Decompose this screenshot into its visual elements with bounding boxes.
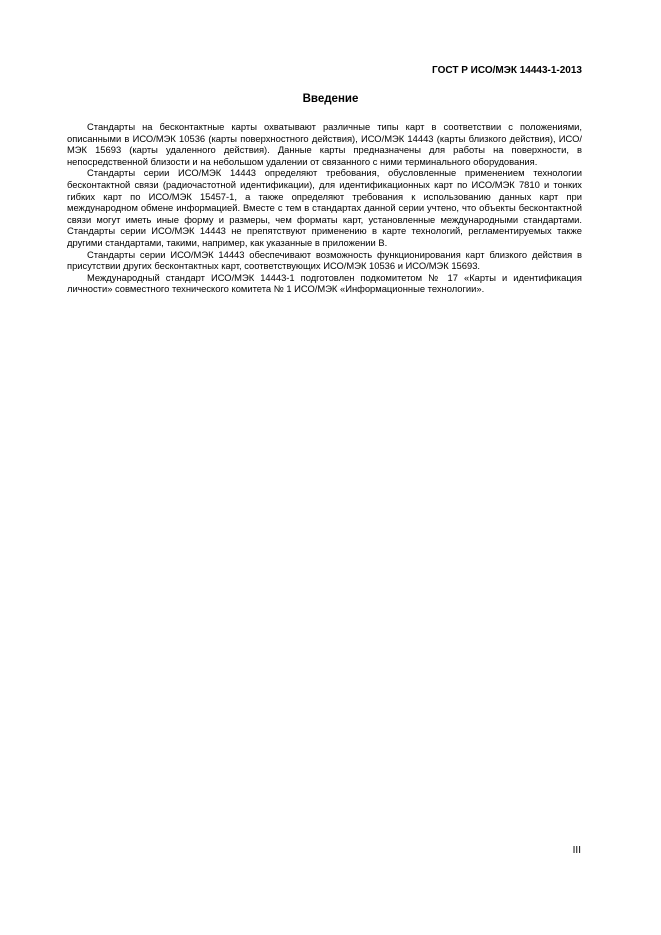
body-text: [67, 121, 582, 295]
paragraph-3: Стандарты серии ИСО/МЭК 14443 обеспечивают возможность функционирования карт близкого действия в присутствии других бесконтактных карт, соответствующих ИСО/МЭК 10536 и ИСО/МЭК 15693.: [67, 248, 582, 272]
paragraph-2: Стандарты серии ИСО/МЭК 14443 определяют требования, обусловленные применением технологии бесконтактной связи (радиочастотной идентификации), для идентификационных карт по ИСО/МЭК 7810 и тонких гибких карт по ИСО/МЭК 15457-1, а также определяют требования к использованию данных карт при международном обмене информацией. Вместе с тем в стандартах данной серии учтено, что объекты бесконтактной связи могут иметь иные форму и размеры, чем форматы карт, установленные международными стандартами. Стандарты серии ИСО/МЭК 14443 не препятствуют применению в карте технологий, регламентируемых также другими стандартами, такими, например, как указанные в приложении В.: [67, 167, 582, 248]
page-number: III: [572, 845, 581, 856]
section-title: Введение: [302, 93, 359, 105]
paragraph-1: Стандарты на бесконтактные карты охватывают различные типы карт в соответствии с положениями, описанными в ИСО/МЭК 10536 (карты поверхностного действия), ИСО/МЭК 14443 (карты близкого действия), ИСО/МЭК 15693 (карты удаленного действия). Данные карты предназначены для работы на поверхности, в непосредственной близости и на небольшом удалении от связанного с ними терминального оборудования.: [67, 121, 582, 167]
document-code-header: ГОСТ Р ИСО/МЭК 14443-1-2013: [432, 65, 582, 76]
paragraph-4: Международный стандарт ИСО/МЭК 14443-1 подготовлен подкомитетом № 17 «Карты и идентификация личности» совместного технического комитета № 1 ИСО/МЭК «Информационные технологии».: [67, 271, 582, 295]
